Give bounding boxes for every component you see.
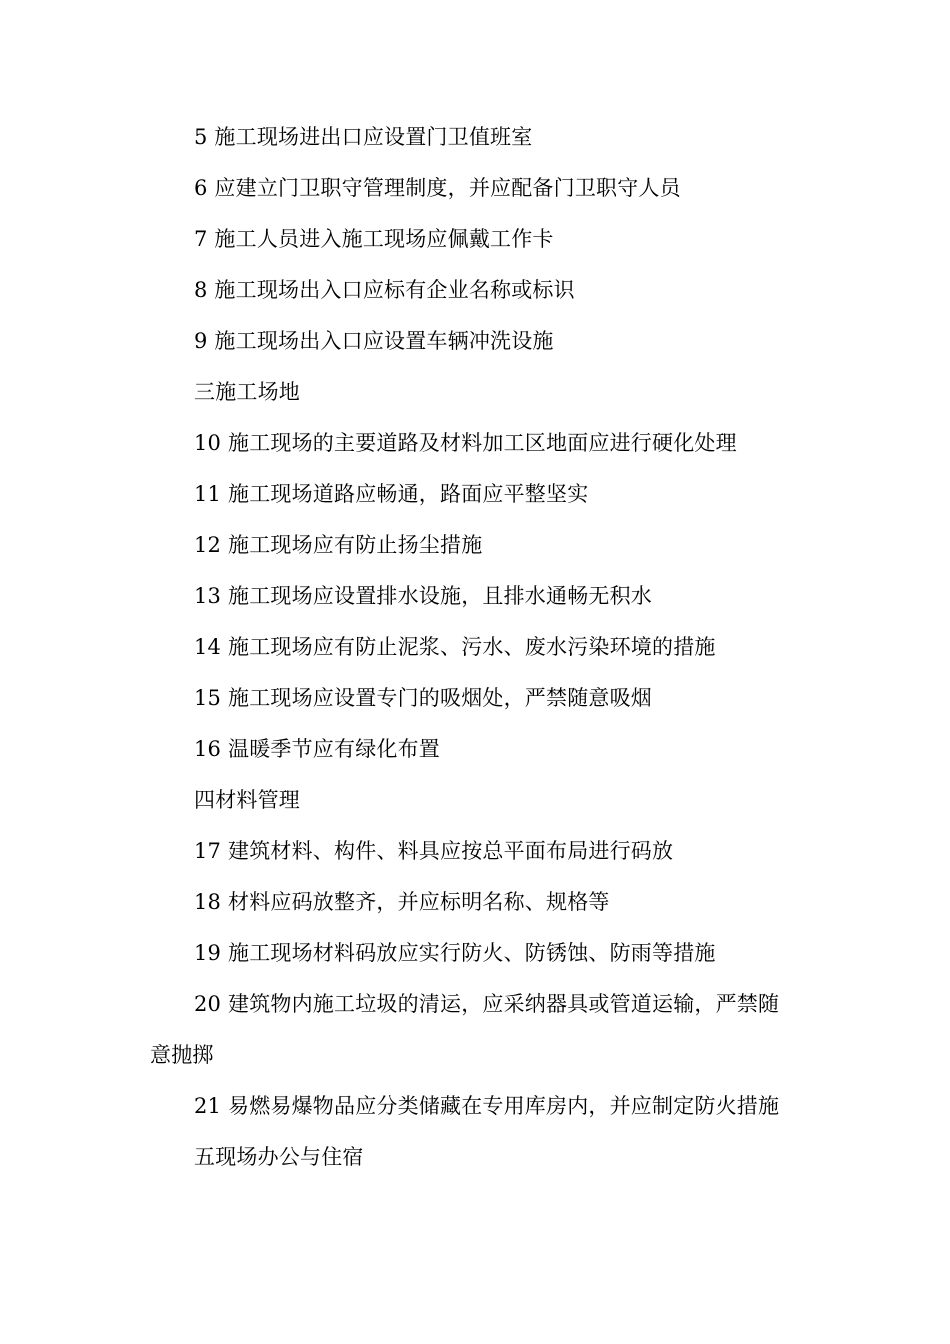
clause-13: 13 施工现场应设置排水设施，且排水通畅无积水 [194, 584, 652, 608]
section-heading-3: 三施工场地 [194, 380, 300, 404]
clause-20-continuation: 意抛掷 [150, 1043, 214, 1067]
clause-18: 18 材料应码放整齐，并应标明名称、规格等 [194, 890, 610, 914]
clause-11: 11 施工现场道路应畅通，路面应平整坚实 [194, 482, 589, 506]
clause-9: 9 施工现场出入口应设置车辆冲洗设施 [194, 329, 554, 353]
clause-6: 6 应建立门卫职守管理制度，并应配备门卫职守人员 [194, 176, 681, 200]
clause-19: 19 施工现场材料码放应实行防火、防锈蚀、防雨等措施 [194, 941, 716, 965]
clause-7: 7 施工人员进入施工现场应佩戴工作卡 [194, 227, 554, 251]
clause-8: 8 施工现场出入口应标有企业名称或标识 [194, 278, 575, 302]
clause-14: 14 施工现场应有防止泥浆、污水、废水污染环境的措施 [194, 635, 716, 659]
clause-5: 5 施工现场进出口应设置门卫值班室 [194, 125, 533, 149]
clause-16: 16 温暖季节应有绿化布置 [194, 737, 440, 761]
clause-15: 15 施工现场应设置专门的吸烟处，严禁随意吸烟 [194, 686, 652, 710]
clause-21: 21 易燃易爆物品应分类储藏在专用库房内，并应制定防火措施 [194, 1094, 780, 1118]
clause-20: 20 建筑物内施工垃圾的清运，应采纳器具或管道运输，严禁随 [194, 992, 780, 1016]
clause-12: 12 施工现场应有防止扬尘措施 [194, 533, 483, 557]
clause-10: 10 施工现场的主要道路及材料加工区地面应进行硬化处理 [194, 431, 737, 455]
section-heading-4: 四材料管理 [194, 788, 300, 812]
clause-17: 17 建筑材料、构件、料具应按总平面布局进行码放 [194, 839, 674, 863]
section-heading-5: 五现场办公与住宿 [194, 1145, 364, 1169]
document-body [150, 112, 810, 1183]
